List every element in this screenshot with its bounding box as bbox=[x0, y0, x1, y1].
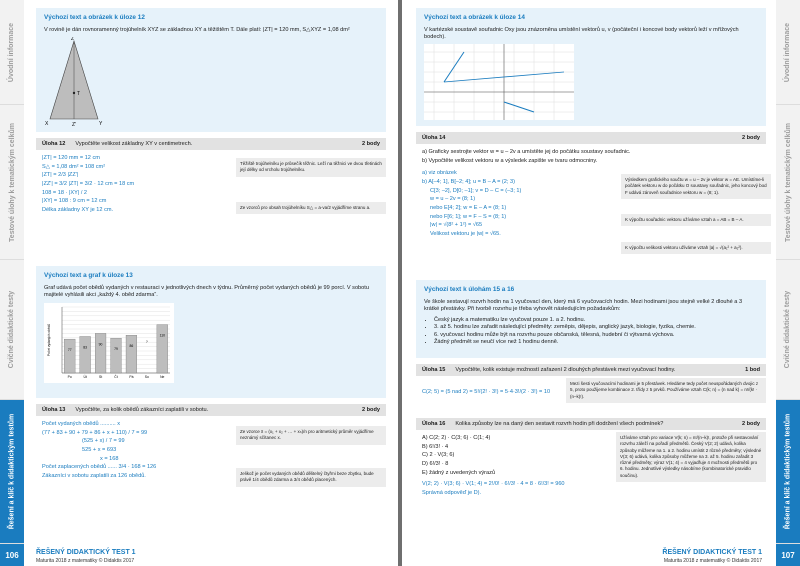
task-question: Kolika způsoby lze na daný den sestavit rozvrh hodin při dodržení všech podmínek? bbox=[455, 421, 664, 427]
note-box: K výpočtu souřadnic vektoru užíváme vztah a = AB = B – A. bbox=[621, 214, 771, 226]
list-item: • Žádný předmět se neučí více než 1 hodinu denně. bbox=[434, 339, 758, 347]
bar-value-label: 79 bbox=[114, 346, 118, 351]
task-15-header: Úloha 15 Vypočtěte, kolik existuje možností zařazení 2 dlouhých přestávek mezi vyučovací hodiny. 1 bod bbox=[416, 364, 766, 376]
label-z-prime: Z' bbox=[72, 122, 77, 128]
footer-subtitle: Maturita 2018 z matematiky © Didaktis 2017 bbox=[36, 557, 135, 564]
side-tab-solutions[interactable]: Řešení a klíč k didaktickým testům bbox=[776, 400, 800, 544]
solution-line: V(2; 2) · V(3; 6) · V(1; 4) = 2!/0! · 6!/3! · 4 = 8 · 6!/3! = 960 bbox=[422, 481, 565, 488]
bar bbox=[64, 339, 75, 373]
solution-line: C[3; –2], D[0; –1]; v = D – C = (–3; 1) bbox=[430, 187, 522, 194]
section-title: Výchozí text k úlohám 15 a 16 bbox=[424, 286, 515, 293]
solution-line: Délka základny XY je 12 cm. bbox=[42, 206, 114, 213]
task-14-header: Úloha 14 2 body bbox=[416, 132, 766, 144]
label-x: X bbox=[45, 121, 49, 128]
source-text-13 bbox=[36, 266, 386, 398]
task-16-solution bbox=[416, 430, 766, 524]
task-points: 2 body bbox=[361, 407, 380, 413]
task-question: Vypočtěte, kolik existuje možností zařazení 2 dlouhých přestávek mezi vyučovací hodiny. bbox=[455, 367, 676, 373]
footer-title: ŘEŠENÝ DIDAKTICKÝ TEST 1 bbox=[36, 549, 136, 557]
option-e: E) žádný z uvedených výrazů bbox=[422, 469, 496, 476]
solution-line: |ZZ'| = 3/2 |ZT| = 3/2 · 12 cm = 18 cm bbox=[42, 180, 135, 187]
requirements-list bbox=[424, 317, 758, 347]
task-12-solution bbox=[36, 150, 386, 262]
side-tab-solutions[interactable]: Řešení a klíč k didaktickým testům bbox=[0, 400, 24, 544]
list-item: • 3. až 5. hodinu lze zařadit následující předměty: zeměpis, dějepis, anglický jazyk, biologie, fyzika, chemie. bbox=[434, 324, 758, 332]
solution-line: w = u – 2v = (8; 1) bbox=[430, 196, 476, 203]
bar-value-label: 83 bbox=[83, 345, 88, 350]
label-y: Y bbox=[99, 121, 103, 128]
bar bbox=[80, 336, 91, 373]
source-text-15-16 bbox=[416, 280, 766, 358]
section-title: Výchozí text a graf k úloze 13 bbox=[44, 272, 133, 279]
vector-grid-figure bbox=[424, 44, 574, 120]
solution-line: Počet zaplacených obědů ...... 3/4 · 168 = 126 bbox=[42, 464, 157, 471]
bar bbox=[95, 333, 106, 373]
page-number: 106 bbox=[0, 544, 24, 566]
answer-line: Správná odpověď je D). bbox=[422, 489, 482, 496]
task-question: Vypočtěte, za kolik obědů zákazníci zaplatili v sobotu. bbox=[75, 407, 209, 413]
task-question: Vypočtěte velikost základny XY v centimetrech. bbox=[75, 141, 193, 147]
footer bbox=[36, 548, 136, 564]
page-number: 107 bbox=[776, 544, 800, 566]
right-side-tabs bbox=[776, 0, 800, 566]
bar-value-label: 90 bbox=[98, 342, 103, 347]
solution-line: 525 + x = 693 bbox=[82, 446, 117, 453]
solution-line: |ZT| = 2/3 |ZZ'| bbox=[42, 172, 79, 179]
option-d: D) 6!/3! · 8 bbox=[422, 460, 449, 467]
solution-line: |ZT| = 120 mm = 12 cm bbox=[42, 155, 100, 161]
bar bbox=[111, 338, 122, 373]
x-tick-label: Út bbox=[83, 374, 87, 379]
note-box: Ze vzorců pro obsah trojúhelníku S△ = a·va/2 vyjádříme stranu a. bbox=[236, 202, 386, 214]
question-a: a) Graficky sestrojte vektor w = u – 2v a umístěte jej do počátku soustavy souřadnic. bbox=[422, 149, 631, 155]
solution-line: x = 168 bbox=[100, 455, 119, 462]
list-item: • Český jazyk a matematiku lze vyučovat pouze 1. a 2. hodinu. bbox=[434, 317, 758, 325]
left-page bbox=[0, 0, 398, 566]
note-box: Užíváme vztah pro variace V(k; n) = n!/(n–k)!, protože při sestavování rozvrhu záleží na pořadí předmětů. Český V(2; 2) udává, kolika způsoby můžeme na 1. a 2. hodinu umístit 2 různé předměty; výsledné V(3; 6) udává, kolika způsoby můžeme na 3. až 5. hodinu zařadit 3 různé předměty; výraz V(1; 4) = 4 vyjadřuje 4 možnosti předmětů pro 6. hodinu. Jednotlivé výsledky násobíme (kombinatorické pravidlo součinu). bbox=[616, 432, 766, 482]
solution-line: (77 + 83 + 90 + 79 + 86 + x + 110) / 7 = 99 bbox=[42, 429, 148, 436]
task-16-header: Úloha 16 Kolika způsoby lze na daný den sestavit rozvrh hodin při dodržení všech podmínek? 2 body bbox=[416, 418, 766, 430]
source-text-14 bbox=[416, 8, 766, 126]
solution-line: nebo E[4; 2]; w = E – A = (8; 1) bbox=[430, 204, 507, 211]
task-points: 1 bod bbox=[745, 367, 760, 373]
side-tab-topic-tasks[interactable]: Testové úlohy k tematickým celkům bbox=[0, 105, 24, 260]
triangle-figure bbox=[44, 37, 104, 127]
solution-line: Zákazníci v sobotu zaplatili za 126 obědů. bbox=[42, 472, 146, 479]
x-tick-label: St bbox=[98, 374, 103, 379]
side-tab-practice-tests[interactable]: Cvičné didaktické testy bbox=[776, 260, 800, 400]
note-box: Jelikož je počet vydaných obědů dělitelný čtyřmi beze zbytku, bude právě 1/4 obědů zdarma a 3/4 obědů placených. bbox=[236, 468, 386, 487]
bar bbox=[126, 335, 137, 373]
task-12-header: Úloha 12 Vypočtěte velikost základny XY v centimetrech. 2 body bbox=[36, 138, 386, 150]
option-b: B) 6!/3! · 4 bbox=[422, 443, 449, 450]
note-box: K výpočtu velikosti vektoru užíváme vztah |a| = √(a₁² + a₂²). bbox=[621, 242, 771, 254]
right-content bbox=[402, 0, 776, 566]
solution-line: 108 = 18 · |XY| / 2 bbox=[42, 189, 88, 196]
task-points: 2 body bbox=[741, 421, 760, 427]
task-15-solution bbox=[416, 376, 766, 412]
bar-value-label: ? bbox=[145, 339, 148, 344]
note-box: Těžiště trojúhelníku je průsečík těžnic. Leží na těžnici ve dvou třetinách její délky od vrcholu trojúhelníku. bbox=[236, 158, 386, 177]
y-axis-label: Počet vydaných obědů bbox=[47, 323, 51, 356]
x-tick-label: Ne bbox=[160, 374, 165, 379]
section-title: Výchozí text a obrázek k úloze 12 bbox=[44, 14, 145, 21]
question-b: b) Vypočtěte velikost vektoru w a výsledek zapište ve tvaru odmocniny. bbox=[422, 157, 598, 164]
side-tab-intro[interactable]: Úvodní informace bbox=[0, 0, 24, 105]
section-text: Ve škole sestavují rozvrh hodin na 1 vyučovací den, který má 6 vyučovacích hodin. Mezi hodinami jsou stejně velké 2 dlouhé a 3 krátké přestávky. Při tvorbě rozvrhu je třeba vyhovět následujícím požadavkům: bbox=[424, 298, 743, 313]
section-text: V kartézské soustavě souřadnic Oxy jsou znázorněna umístění vektorů u, v (počáteční i koncové body vektorů leží v mřížových bodech). bbox=[424, 26, 739, 41]
footer-subtitle: Maturita 2018 z matematiky © Didaktis 2017 bbox=[663, 557, 762, 564]
label-z: Z bbox=[71, 37, 75, 43]
bar-value-label: 110 bbox=[159, 333, 165, 338]
bar bbox=[157, 324, 168, 372]
solution-line: Počet vydaných obědů .......... x bbox=[42, 421, 121, 427]
solution-line: nebo F[6; 1]; w = F – S = (8; 1) bbox=[430, 213, 507, 220]
source-text-12 bbox=[36, 8, 386, 132]
solution-line: a) viz obrázek bbox=[422, 170, 457, 177]
solution-line: |w| = √(8² + 1²) = √65 bbox=[430, 222, 483, 229]
task-points: 2 body bbox=[741, 135, 760, 141]
section-text: V rovině je dán rovnoramenný trojúhelník XYZ se základnou XY a těžištěm T. Dále platí: |ZT| = 120 mm, S△XYZ = 1,08 dm² bbox=[44, 26, 350, 33]
x-tick-label: So bbox=[144, 374, 149, 379]
task-14-solution bbox=[416, 144, 766, 276]
left-content bbox=[24, 0, 398, 566]
note-box: Ze vzorce x̄ = (x₁ + x₂ + … + xₙ)/n pro aritmetický průměr vyjádříme neznámý sčítanec x. bbox=[236, 426, 386, 445]
note-box: Mezi šesti vyučovacími hodinami je 5 přestávek. Hledáme tedy počet neuspořádaných dvojic z 5, proto použijeme kombinace 2. třídy z 5 prvků. Používáme vztah C(k; n) = (n nad k) = n!/(k! · (n–k)!). bbox=[566, 378, 766, 403]
solution-line: S△ = 1,08 dm² = 108 cm² bbox=[42, 163, 106, 170]
section-text: Graf udává počet obědů vydaných v restauraci v jednotlivých dnech v týdnu. Průměrný počet vydaných obědů je 99 porcí. V sobotu majitelé vyhlásili akci „každý 4. oběd zdarma“. bbox=[44, 284, 369, 299]
list-item: • 6. vyučovací hodinu může být na rozvrhu pouze občanská, tělesná, hudební či výtvarná výchova. bbox=[434, 332, 758, 340]
x-tick-label: Čt bbox=[114, 374, 118, 379]
bar-value-label: 77 bbox=[67, 347, 72, 352]
solution-line: Velikost vektoru je |w| = √65. bbox=[430, 230, 501, 237]
left-side-tabs bbox=[0, 0, 24, 566]
bar-value-label: 86 bbox=[129, 343, 134, 348]
side-tab-topic-tasks[interactable]: Testové úlohy k tematickým celkům bbox=[776, 105, 800, 260]
vector-v bbox=[504, 102, 534, 112]
task-13-header: Úloha 13 Vypočtěte, za kolik obědů zákazníci zaplatili v sobotu. 2 body bbox=[36, 404, 386, 416]
task-13-solution bbox=[36, 416, 386, 526]
lunch-bar-chart bbox=[44, 303, 174, 383]
option-a: A) C(2; 2) · C(3; 6) · C(1; 4) bbox=[422, 435, 491, 441]
option-c: C) 2 · V(3; 6) bbox=[422, 452, 455, 459]
task-points: 2 body bbox=[361, 141, 380, 147]
label-t: T bbox=[77, 91, 81, 98]
right-page bbox=[402, 0, 800, 566]
side-tab-practice-tests[interactable]: Cvičné didaktické testy bbox=[0, 260, 24, 400]
footer bbox=[662, 548, 762, 564]
x-tick-label: Pá bbox=[129, 374, 134, 379]
solution-line: (525 + x) / 7 = 99 bbox=[82, 438, 125, 445]
solution-line: b) A[–4; 1], B[–2; 4]; u = B – A = (2; 3) bbox=[422, 178, 515, 185]
x-tick-label: Po bbox=[67, 374, 72, 379]
solution-line: |XY| = 108 : 9 cm = 12 cm bbox=[42, 198, 107, 205]
side-tab-intro[interactable]: Úvodní informace bbox=[776, 0, 800, 105]
note-box: Výsledkem grafického součtu w = u – 2v je vektor w = AE. Umístíme-li počátek vektoru w do počátku O soustavy souřadnic, jeho koncový bod F udává zároveň souřadnice vektoru w = (8; 1). bbox=[621, 174, 771, 199]
footer-title: ŘEŠENÝ DIDAKTICKÝ TEST 1 bbox=[662, 549, 762, 557]
section-title: Výchozí text a obrázek k úloze 14 bbox=[424, 14, 525, 21]
solution-line: C(2; 5) = (5 nad 2) = 5!/(2! · 3!) = 5·4·3!/(2 · 3!) = 10 bbox=[422, 389, 551, 395]
